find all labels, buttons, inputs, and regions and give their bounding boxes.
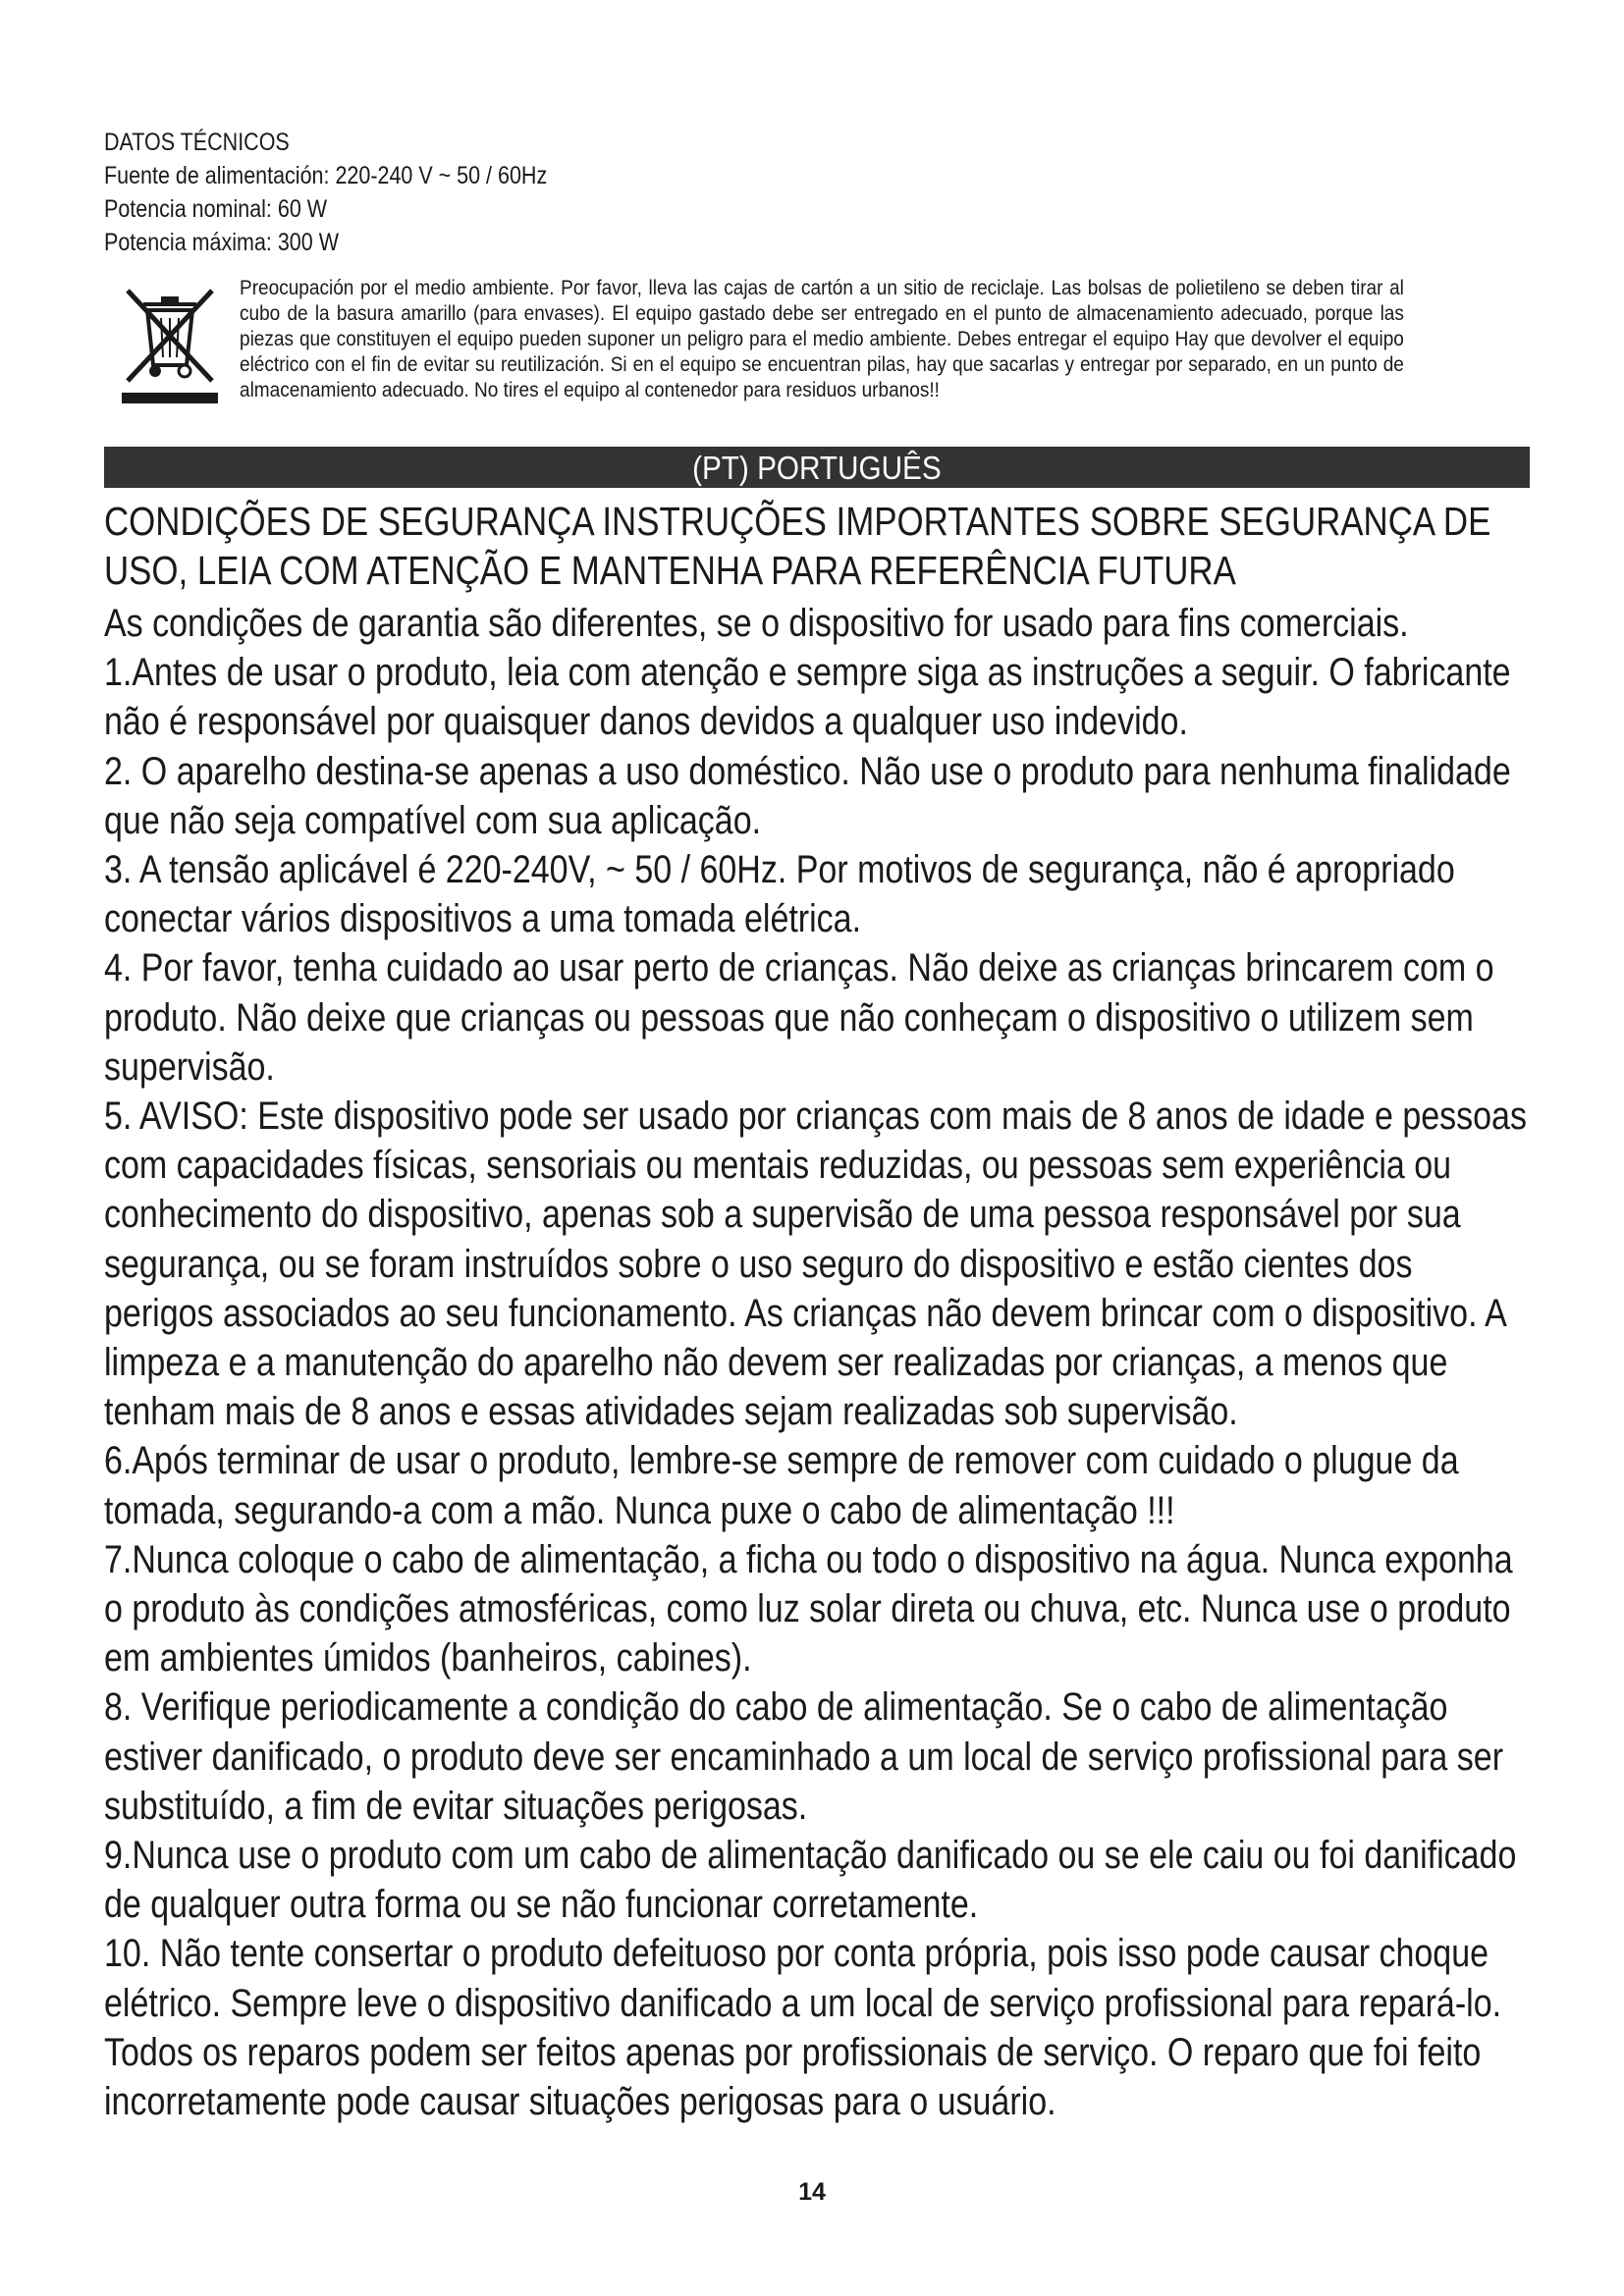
safety-instructions <box>104 497 1527 2126</box>
warranty-note: As condições de garantia são diferentes, se o dispositivo for usado para fins comerciais. <box>104 602 1409 645</box>
safety-heading: CONDIÇÕES DE SEGURANÇA INSTRUÇÕES IMPORTANTES SOBRE SEGURANÇA DE USO, LEIA COM ATENÇÃO E MANTENHA PARA REFERÊNCIA FUTURA <box>104 499 1491 593</box>
technical-data-line: Fuente de alimentación: 220-240 V ~ 50 / 60Hz <box>104 162 548 189</box>
instruction-item: 1.Antes de usar o produto, leia com atenção e sempre siga as instruções a seguir. O fabricante não é responsável por quaisquer danos devidos a qualquer uso indevido. <box>104 651 1511 744</box>
technical-data-title: DATOS TÉCNICOS <box>104 129 290 156</box>
crossed-out-wheelie-bin-icon <box>118 283 222 406</box>
instruction-item: 5. AVISO: Este dispositivo pode ser usado por crianças com mais de 8 anos de idade e pessoas com capacidades físicas, sensoriais ou mentais reduzidas, ou pessoas sem experiência ou conhecimento do dispositivo, apenas sob a supervisão de uma pessoa responsável por sua segurança, ou se foram instruídos sobre o uso seguro do dispositivo e estão cientes dos perigos associados ao seu funcionamento. As crianças não devem brincar com o dispositivo. A limpeza e a manutenção do aparelho não devem ser realizadas por crianças, a menos que tenham mais de 8 anos e essas atividades sejam realizadas sob supervisão. <box>104 1095 1527 1434</box>
instruction-item: 6.Após terminar de usar o produto, lembre-se sempre de remover com cuidado o plugue da tomada, segurando-a com a mão. Nunca puxe o cabo de alimentação !!! <box>104 1439 1459 1532</box>
banner-label: (PT) PORTUGUÊS <box>692 450 942 486</box>
language-section-banner <box>104 447 1530 488</box>
instruction-item: 7.Nunca coloque o cabo de alimentação, a ficha ou todo o dispositivo na água. Nunca exponha o produto às condições atmosféricas, como luz solar direta ou chuva, etc. Nunca use o produto em ambientes úmidos (banheiros, cabines). <box>104 1537 1513 1681</box>
instruction-item: 10. Não tente consertar o produto defeituoso por conta própria, pois isso pode causar choque elétrico. Sempre leve o dispositivo danificado a um local de serviço profissional para repará-lo. Todos os reparos podem ser feitos apenas por profissionais de serviço. O reparo que foi feito incorretamente pode causar situações perigosas para o usuário. <box>104 1932 1502 2124</box>
instruction-item: 4. Por favor, tenha cuidado ao usar perto de crianças. Não deixe as crianças brincarem com o produto. Não deixe que crianças ou pessoas que não conheçam o dispositivo o utilizem sem supervisão. <box>104 946 1494 1089</box>
instruction-item: 9.Nunca use o produto com um cabo de alimentação danificado ou se ele caiu ou foi danificado de qualquer outra forma ou se não funcionar corretamente. <box>104 1834 1517 1927</box>
technical-data-line: Potencia máxima: 300 W <box>104 229 339 256</box>
instruction-item: 8. Verifique periodicamente a condição do cabo de alimentação. Se o cabo de alimentação estiver danificado, o produto deve ser encaminhado a um local de serviço profissional para ser substituído, a fim de evitar situações perigosas. <box>104 1685 1504 1828</box>
instruction-item: 2. O aparelho destina-se apenas a uso doméstico. Não use o produto para nenhuma finalidade que não seja compatível com sua aplicação. <box>104 749 1511 842</box>
instruction-item: 3. A tensão aplicável é 220-240V, ~ 50 / 60Hz. Por motivos de segurança, não é apropriado conectar vários dispositivos a uma tomada elétrica. <box>104 848 1455 941</box>
technical-data-block <box>104 126 948 259</box>
technical-data-line: Potencia nominal: 60 W <box>104 195 328 223</box>
page-number: 14 <box>798 2178 826 2206</box>
recycling-notice: Preocupación por el medio ambiente. Por favor, lleva las cajas de cartón a un sitio de reciclaje. Las bolsas de polietileno se deben tirar al cubo de la basura amarillo (para envases). El equipo gastado debe ser entregado en el punto de almacenamiento adecuado, porque las piezas que constituyen el equipo pueden suponer un peligro para el medio ambiente. Debes entregar el equipo Hay que devolver el equipo eléctrico con el fin de evitar su reutilización. Si en el equipo se encuentran pilas, hay que sacarlas y entregar por separado, en un punto de almacenamiento adecuado. No tires el equipo al contenedor para residuos urbanos!! <box>240 276 1404 401</box>
